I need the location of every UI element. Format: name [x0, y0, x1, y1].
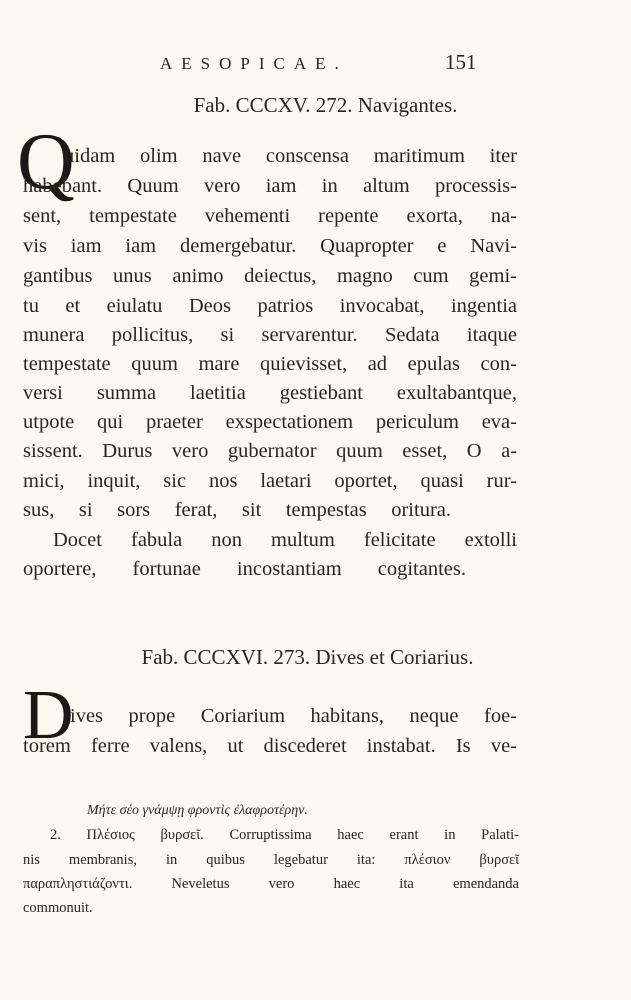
text-line: mici, inquit, sic nos laetari oportet, quasi rur- [23, 470, 517, 492]
text-line: Docet fabula non multum felicitate extolli [53, 529, 517, 551]
text-line: uidam olim nave conscensa maritimum iter [64, 145, 517, 167]
text-line: sent, tempestate vehementi repente exorta, na- [23, 205, 517, 227]
greek-verse: Μήτε σέο γνάμψῃ φροντὶς ἐλαφροτέρην. [87, 803, 308, 818]
footnote-line: 2. Πλέσιος βυρσεῖ. Corruptissima haec erant in Palati- [50, 827, 519, 843]
dropcap-2: D [23, 677, 74, 754]
text-line: habebant. Quum vero iam in altum processis- [23, 175, 517, 197]
text-line: sissent. Durus vero gubernator quum esset, O a- [23, 440, 517, 462]
page-number: 151 [445, 50, 477, 74]
fable-title-1: Fab. CCCXV. 272. Navigantes. [193, 93, 458, 117]
text-line: tempestate quum mare quievisset, ad epulas con- [23, 353, 517, 375]
fable-title-2: Fab. CCCXVI. 273. Dives et Coriarius. [141, 645, 474, 669]
footnote-line: παραπληστιάζοντι. Neveletus vero haec ita emendanda [23, 876, 519, 892]
text-line: ives prope Coriarium habitans, neque foe- [70, 705, 517, 727]
text-line: oportere, fortunae incostantiam cogitantes. [23, 558, 466, 580]
text-line: versi summa laetitia gestiebant exultabantque, [23, 382, 517, 404]
footnote-line: commonuit. [23, 900, 93, 916]
footnote-line: nis membranis, in quibus legebatur ita: πλέσιον βυρσεῖ [23, 852, 519, 868]
text-line: utpote qui praeter exspectationem periculum eva- [23, 411, 517, 433]
text-line: torem ferre valens, ut discederet instabat. Is ve- [23, 735, 517, 757]
text-line: gantibus unus animo deiectus, magno cum gemi- [23, 265, 517, 287]
text-line: munera pollicitus, si servarentur. Sedata itaque [23, 324, 517, 346]
text-line: vis iam iam demergebatur. Quapropter e Navi- [23, 235, 517, 257]
running-title: AESOPICAE. [160, 54, 348, 73]
text-line: tu et eiulatu Deos patrios invocabat, ingentia [23, 295, 517, 317]
text-line: sus, si sors ferat, sit tempestas oritura. [23, 499, 451, 521]
dropcap-1: Q [17, 118, 75, 206]
